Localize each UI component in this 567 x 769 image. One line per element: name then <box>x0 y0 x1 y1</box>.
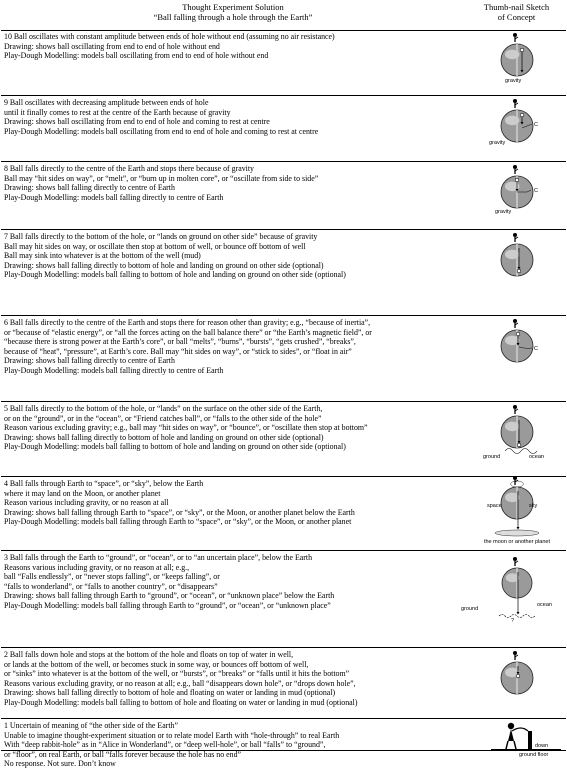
concept-sketch <box>471 318 566 401</box>
concept-sketch <box>471 232 566 315</box>
table-row <box>1 402 566 477</box>
sketch-drawing <box>471 164 566 229</box>
solution-line: where it may land on the Moon, or another planet <box>4 488 161 498</box>
table-header <box>1 0 566 31</box>
person-figure-icon <box>513 557 518 566</box>
sketch-label: ground <box>461 606 479 612</box>
solution-text <box>4 721 466 769</box>
table-row <box>1 316 566 402</box>
solution-line: 6 Ball falls directly to the centre of the Earth and stops there for reason other than gravity; e.g., “because of inertia”, <box>4 318 371 327</box>
ball-icon <box>520 113 524 117</box>
sketch-label: gravity <box>495 209 512 215</box>
solution-line: 10 Ball oscillates with constant amplitude between ends of hole without end (assuming no air resistance) <box>4 32 335 41</box>
person-figure-icon <box>513 651 518 660</box>
sketch-label: gravity <box>505 78 522 84</box>
sketch-label: ocean <box>529 454 544 460</box>
person-figure-icon <box>513 233 518 242</box>
sketch-label: ? <box>511 618 515 624</box>
sketch-drawing <box>471 98 566 161</box>
solution-line: Reasons various excluding gravity, or no reason at all; e.g., ball “disappears down hole”, or “drops down hole”, <box>4 678 356 688</box>
concept-sketch <box>471 650 566 718</box>
ground-ocean-icon <box>505 449 537 454</box>
solution-text <box>4 32 466 61</box>
solution-text <box>4 318 466 376</box>
solution-line: No response. Not sure. Don’t know <box>4 759 116 769</box>
solution-line: Play-Dough Modelling: models ball oscillating from end to end of hole and coming to rest at centre <box>4 126 319 136</box>
solution-text <box>4 164 466 202</box>
solution-line: Drawing: shows ball falling directly to bottom of hole and landing on ground on other side (optional) <box>4 260 324 270</box>
concept-sketch <box>471 164 566 229</box>
sketch-label: gravity <box>489 140 506 146</box>
concept-table <box>1 0 566 769</box>
earth-globe-icon <box>501 110 533 142</box>
solution-line: or “floor”, on real Earth, or ball “falls forever because the hole has no end” <box>4 749 242 759</box>
solution-line: 2 Ball falls down hole and stops at the bottom of the hole and floats on top of water in well, <box>4 650 294 659</box>
solution-line: Ball may “hit sides on way”, or “melt”, or “burn up in molten core”, or “oscillate from side to side” <box>4 173 319 183</box>
concept-sketch <box>471 98 566 161</box>
solution-line: Reason various including gravity, or no reason at all <box>4 498 169 508</box>
person-figure-icon <box>513 165 518 174</box>
sketch-drawing <box>471 318 566 401</box>
sketch-drawing <box>471 721 566 758</box>
solution-line: ball “Falls endlessly”, or “never stops falling”, or “keeps falling”, or <box>4 572 220 582</box>
ball-icon <box>517 269 521 273</box>
moon-planet-icon <box>495 530 539 536</box>
sketch-drawing <box>471 232 566 315</box>
solution-line: because of “heat”, “pressure”, at Earth’s core. Ball may “hit sides on way”, or “stick to sides”, or “float in air” <box>4 346 352 356</box>
sketch-label: ground floor <box>519 752 549 758</box>
person-figure-icon <box>513 99 518 108</box>
table-row <box>1 551 566 648</box>
solution-line: Play-Dough Modelling: models ball falling directly to centre of Earth <box>4 192 224 202</box>
sketch-label: down <box>535 743 549 749</box>
ball-icon <box>516 674 520 678</box>
solution-line: Ball may hit sides on way, or oscillate then stop at bottom of well, or bounce off bottom of well <box>4 241 306 251</box>
person-figure-icon <box>513 33 518 42</box>
sketch-drawing <box>471 650 566 718</box>
header-solution <box>1 2 465 22</box>
earth-globe-icon <box>501 44 533 76</box>
solution-line: Play-Dough Modelling: models ball falling through Earth to “ground”, or “ocean”, or “unknown place” <box>4 600 331 610</box>
solution-line: With “deep rabbit-hole” as in “Alice in Wonderland”, or “deep well-hole”, or ball “falls” to “ground”, <box>4 740 326 750</box>
solution-line: Reason various excluding gravity; e.g., ball may “hit sides on way”, or “bounce”, or “oscillate then stop at bottom” <box>4 423 368 433</box>
solution-line: Unable to imagine thought-experiment situation or to relate model Earth with “hole-through” to real Earth <box>4 730 340 740</box>
sketch-drawing <box>471 404 566 476</box>
ball-icon <box>517 443 521 447</box>
solution-line: Drawing: shows ball falling directly to bottom of hole and landing on ground on other side (optional) <box>4 432 324 442</box>
table-row <box>1 162 566 230</box>
earth-globe-icon <box>501 662 533 694</box>
solution-line: “because there is strong power at the Earth’s core”, or ball “melts”, “burns”, “bursts”, “gets crushed”, “breaks”, <box>4 337 356 347</box>
solution-line: 8 Ball falls directly to the centre of the Earth and stops there because of gravity <box>4 164 254 173</box>
solution-line: Ball may sink into whatever is at the bottom of the well (mud) <box>4 251 201 261</box>
concept-sketch <box>471 32 566 95</box>
table-row <box>1 96 566 162</box>
earth-globe-icon <box>502 568 532 598</box>
solution-text <box>4 553 466 611</box>
solution-line: Drawing: shows ball falling through Earth to “space”, or “sky”, or the Moon, or another planet below the Earth <box>4 507 355 517</box>
table-row <box>1 477 566 551</box>
solution-line: Play-Dough Modelling: models ball falling to bottom of hole and landing on ground on other side (optional) <box>4 442 346 452</box>
header-sketch-line2: of Concept <box>497 12 536 22</box>
solution-line: Reasons various including gravity, or no reason at all; e.g., <box>4 562 190 572</box>
solution-line: or “sinks” into whatever is at the bottom of the well, or “bursts”, or “breaks” or “falls until it hits the bottom” <box>4 669 350 679</box>
person-figure-icon <box>513 319 518 328</box>
solution-text <box>4 98 466 136</box>
solution-line: Play-Dough Modelling: models ball falling to bottom of hole and floating on water or landing in mud (optional) <box>4 697 358 707</box>
ball-icon <box>516 332 520 336</box>
sketch-label: sky <box>529 503 538 509</box>
sketch-label: space <box>487 503 502 509</box>
header-solution-line1: Thought Experiment Solution <box>182 2 284 12</box>
sketch-drawing <box>471 32 566 95</box>
solution-line: Drawing: shows ball falling directly to bottom of hole and floating on water or landing in mud (optional) <box>4 688 336 698</box>
sketch-label: the moon or another planet <box>483 539 551 545</box>
solution-line: “falls to wonderland”, or “falls to another country”, or “disappears” <box>4 581 218 591</box>
table-row <box>1 648 566 719</box>
solution-line: Play-Dough Modelling: models ball oscillating from end to end of hole without end <box>4 51 269 61</box>
header-sketch-line1: Thumb-nail Sketch <box>483 2 550 12</box>
solution-line: or on the “ground”, or in the “ocean”, or “Friend catches ball”, or “falls to the other side of the hole” <box>4 413 322 423</box>
solution-text <box>4 479 466 527</box>
solution-line: Drawing: shows ball falling directly to centre of Earth <box>4 183 175 193</box>
solution-text <box>4 232 466 280</box>
sketch-drawing <box>461 553 566 647</box>
solution-text <box>4 650 466 708</box>
solution-line: Play-Dough Modelling: models ball falling through Earth to “space”, or “sky”, or the Moon, or another planet <box>4 517 352 527</box>
solution-line: 3 Ball falls through the Earth to “ground”, or “ocean”, or to “an uncertain place”, below the Earth <box>4 553 313 562</box>
concept-sketch <box>471 479 566 550</box>
solution-line: or lands at the bottom of the well, or becomes stuck in some way, or bounces off bottom of well, <box>4 659 309 669</box>
table-row <box>1 719 566 769</box>
solution-text <box>4 404 466 452</box>
concept-sketch <box>461 553 566 647</box>
solution-line: Play-Dough Modelling: models ball falling to bottom of hole and landing on ground on other side (optional) <box>4 270 346 280</box>
concept-sketch <box>471 721 566 758</box>
sketch-label: C <box>534 346 538 352</box>
person-at-hole-icon <box>491 723 561 751</box>
solution-line: Drawing: shows ball oscillating from end to end of hole without end <box>4 41 220 51</box>
earth-globe-icon <box>501 416 533 448</box>
solution-line: Drawing: shows ball oscillating from end to end of hole and coming to rest at centre <box>4 117 270 127</box>
table-row <box>1 30 566 96</box>
solution-line: 4 Ball falls through Earth to “space”, or “sky”, below the Earth <box>4 479 204 488</box>
solution-line: Play-Dough Modelling: models ball falling directly to centre of Earth <box>4 365 224 375</box>
solution-line: until it finally comes to rest at the centre of the Earth because of gravity <box>4 107 231 117</box>
solution-line: Drawing: shows ball falling through Earth to “ground”, or “ocean”, or “unknown place” below the Earth <box>4 591 335 601</box>
solution-line: 9 Ball oscillates with decreasing amplitude between ends of hole <box>4 98 209 107</box>
solution-line: Drawing: shows ball falling directly to centre of Earth <box>4 356 175 366</box>
figure-top-ellipse <box>511 481 524 487</box>
solution-line: or “because of “elastic energy”, or “all the forces acting on the ball balance there” or “the Earth’s magnetic field”, or <box>4 327 372 337</box>
ball-icon <box>520 48 524 52</box>
concept-sketch <box>471 404 566 476</box>
header-sketch <box>467 2 566 22</box>
solution-line: 7 Ball falls directly to the bottom of the hole, or “lands on ground on other side” because of gravity <box>4 232 318 241</box>
sketch-label: ocean <box>537 602 552 608</box>
sketch-label: C <box>534 122 538 128</box>
table-row <box>1 230 566 316</box>
sketch-label: C <box>534 188 538 194</box>
sketch-drawing <box>471 479 566 550</box>
person-figure-icon <box>513 405 518 414</box>
ball-icon <box>515 178 519 182</box>
sketch-label: ground <box>483 454 501 460</box>
solution-line: 1 Uncertain of meaning of “the other side of the Earth” <box>4 721 178 730</box>
solution-line: 5 Ball falls directly to the bottom of the hole, or “lands” on the surface on the other side of the Earth, <box>4 404 323 413</box>
header-solution-line2: “Ball falling through a hole through the Earth” <box>153 12 313 22</box>
